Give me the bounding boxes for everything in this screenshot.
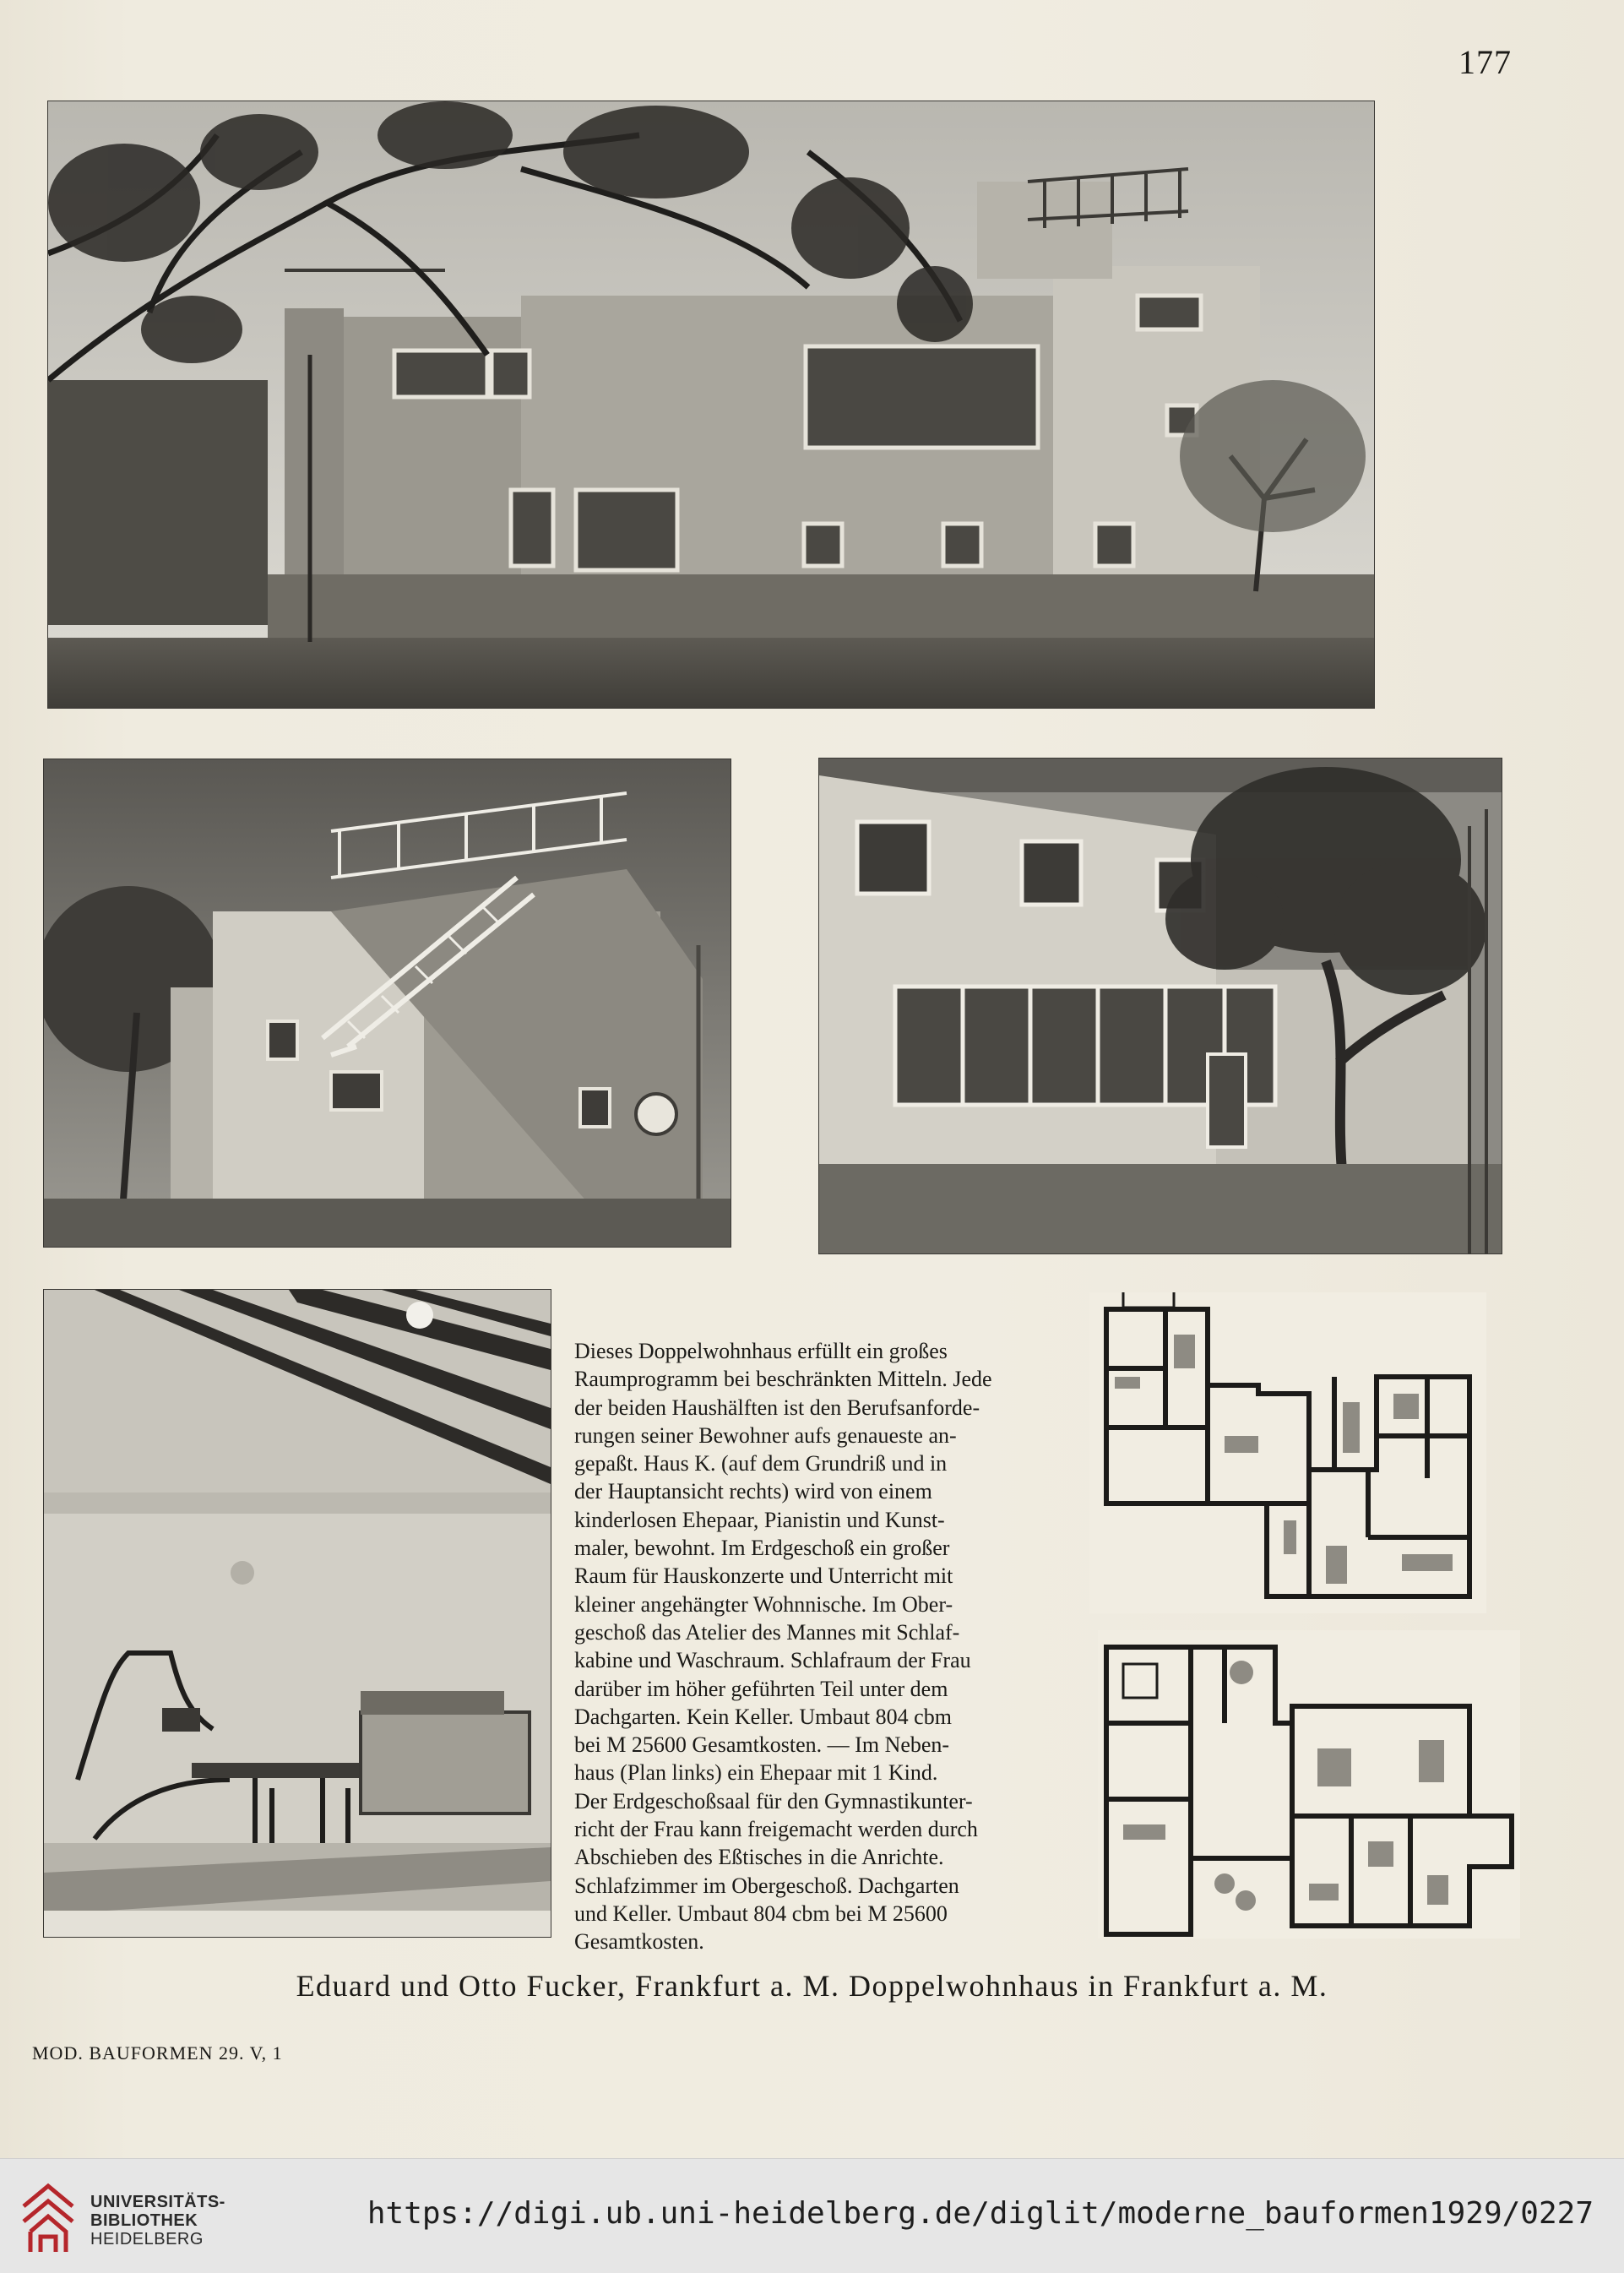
text-line: haus (Plan links) ein Ehepaar mit 1 Kind.: [574, 1760, 938, 1786]
text-line: Dachgarten. Kein Keller. Umbaut 804 cbm: [574, 1704, 952, 1729]
text-line: richt der Frau kann freigemacht werden durch: [574, 1817, 978, 1842]
text-line: Dieses Doppelwohnhaus erfüllt ein großes: [574, 1339, 948, 1363]
text-line: darüber im höher geführten Teil unter dem: [574, 1676, 948, 1701]
architect-credit: Eduard und Otto Fucker, Frankfurt a. M. Doppelwohnhaus in Frankfurt a. M.: [296, 1969, 1328, 2003]
institution-line: BIBLIOTHEK: [90, 2211, 198, 2230]
page-number: 177: [1458, 43, 1512, 81]
text-line: Schlafzimmer im Obergeschoß. Dachgarten: [574, 1873, 959, 1898]
institution-name: [90, 2193, 225, 2249]
text-line: kabine und Waschraum. Schlafraum der Frau: [574, 1648, 971, 1673]
text-line: der beiden Haushälften ist den Berufsanforde-: [574, 1395, 980, 1420]
photo-house-main-view: [48, 101, 1374, 708]
journal-reference: MOD. BAUFORMEN 29. V, 1: [32, 2042, 283, 2064]
text-line: und Keller. Umbaut 804 cbm bei M 25600: [574, 1901, 948, 1926]
text-line: maler, bewohnt. Im Erdgeschoß ein großer: [574, 1536, 950, 1561]
article-text: [574, 1337, 1051, 1956]
source-url-link[interactable]: https://digi.ub.uni-heidelberg.de/diglit/moderne_bauformen1929/0227: [367, 2196, 1594, 2231]
floor-plan-ground: [1098, 1630, 1520, 1939]
text-line: der Hauptansicht rechts) wird von einem: [574, 1479, 932, 1504]
text-line: geschoß das Atelier des Mannes mit Schlaf-: [574, 1619, 960, 1645]
university-library-logo-icon: [19, 2181, 78, 2255]
text-line: Raum für Hauskonzerte und Unterricht mit: [574, 1563, 953, 1589]
source-url[interactable]: [367, 2196, 1594, 2231]
text-line: Abschieben des Eßtisches in die Anrichte.: [574, 1845, 944, 1870]
institution-line: UNIVERSITÄTS-: [90, 2193, 225, 2211]
text-line: Raumprogramm bei beschränkten Mitteln. Jede: [574, 1367, 992, 1392]
text-line: kinderlosen Ehepaar, Pianistin und Kunst-: [574, 1507, 945, 1532]
text-line: gepaßt. Haus K. (auf dem Grundriß und in: [574, 1451, 948, 1476]
institution-line: HEIDELBERG: [90, 2230, 204, 2249]
text-line: kleiner angehängter Wohnnische. Im Ober-: [574, 1591, 953, 1617]
photo-interior-room: [44, 1290, 551, 1937]
photo-roof-stair: [44, 759, 731, 1247]
floor-plan-upper: [1089, 1292, 1486, 1613]
text-line: bei M 25600 Gesamtkosten. — Im Neben-: [574, 1732, 950, 1758]
viewer-footer: [0, 2158, 1624, 2273]
text-line: Der Erdgeschoßsaal für den Gymnastikunter-: [574, 1788, 973, 1814]
photo-garden-facade: [819, 759, 1502, 1253]
text-line: rungen seiner Bewohner aufs genaueste an-: [574, 1422, 957, 1448]
text-line: Gesamtkosten.: [574, 1929, 704, 1955]
